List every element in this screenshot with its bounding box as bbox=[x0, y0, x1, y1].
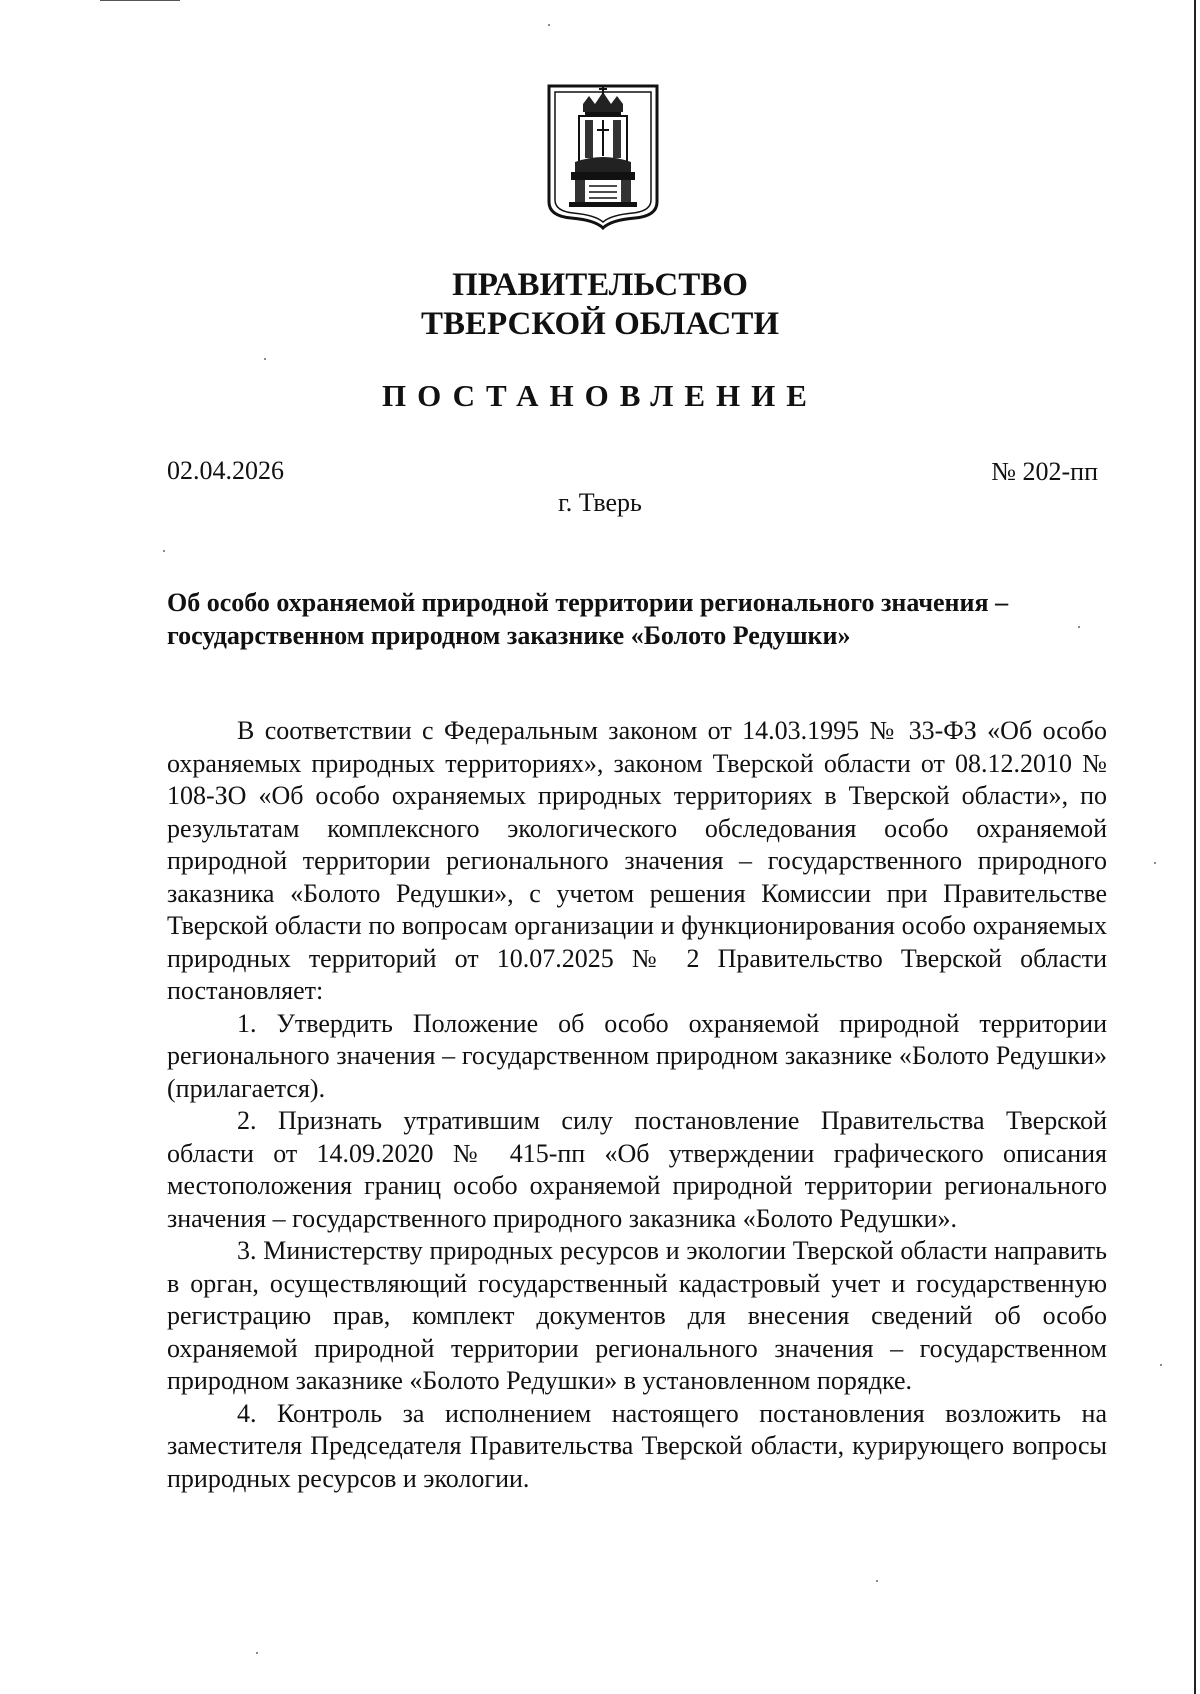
document-date: 02.04.2026 bbox=[167, 456, 284, 485]
government-title-line2: ТВЕРСКОЙ ОБЛАСТИ bbox=[420, 306, 780, 342]
scan-speck bbox=[876, 1580, 878, 1582]
document-body bbox=[167, 715, 1107, 1495]
scan-speck bbox=[1154, 862, 1156, 864]
clause-paragraph: 3. Министерству природных ресурсов и экологии Тверской области направить в орган, осуществляющий государственный кадастровый учет и государственную регистрацию прав, комплект документов для внесения сведений об особо охраняемой природной территории регионального значения – государственном природном заказнике «Болото Редушки» в установленном порядке. bbox=[167, 1236, 1107, 1395]
document-city: г. Тверь bbox=[558, 488, 642, 517]
clause-paragraph: 4. Контроль за исполнением настоящего постановления возложить на заместителя Председателя Правительства Тверской области, курирующего вопросы природных ресурсов и экологии. bbox=[167, 1398, 1107, 1493]
clause-paragraph: 1. Утвердить Положение об особо охраняемой природной территории регионального значения – государственном природном заказнике «Болото Редушки» (прилагается). bbox=[167, 1008, 1107, 1103]
tver-region-coat-of-arms-icon bbox=[545, 82, 661, 230]
government-title-line1: ПРАВИТЕЛЬСТВО bbox=[452, 267, 748, 303]
scan-artifact-line bbox=[100, 0, 180, 1]
scan-speck bbox=[548, 24, 550, 26]
scan-speck bbox=[1160, 1364, 1162, 1366]
clause-paragraph: 2. Признать утратившим силу постановление Правительства Тверской области от 14.09.2020 № 415-пп «Об утверждении графического описания местоположения границ особо охраняемой природной территории регионального значения – государственного природного заказника «Болото Редушки». bbox=[167, 1106, 1107, 1233]
scan-speck bbox=[163, 550, 165, 552]
scan-speck bbox=[264, 358, 266, 360]
scan-border-line bbox=[1194, 0, 1196, 1694]
document-number: № 202-пп bbox=[991, 457, 1098, 486]
scan-speck bbox=[256, 1652, 258, 1654]
document-subject: Об особо охраняемой природной территории регионального значения – государственном природном заказнике «Болото Редушки» bbox=[167, 588, 1009, 650]
government-title bbox=[0, 266, 1200, 344]
document-type-heading: ПОСТАНОВЛЕНИЕ bbox=[382, 378, 818, 413]
preamble-paragraph: В соответствии с Федеральным законом от 14.03.1995 № 33-ФЗ «Об особо охраняемых природных территориях», законом Тверской области от 08.12.2010 № 108-ЗО «Об особо охраняемых природных территориях в Тверской области», по результатам комплексного экологического обследования особо охраняемой природной территории регионального значения – государственного природного заказника «Болото Редушки», с учетом решения Комиссии при Правительстве Тверской области по вопросам организации и функционирования особо охраняемых природных территорий от 10.07.2025 № 2 Правительство Тверской области постановляет: bbox=[167, 716, 1107, 1005]
